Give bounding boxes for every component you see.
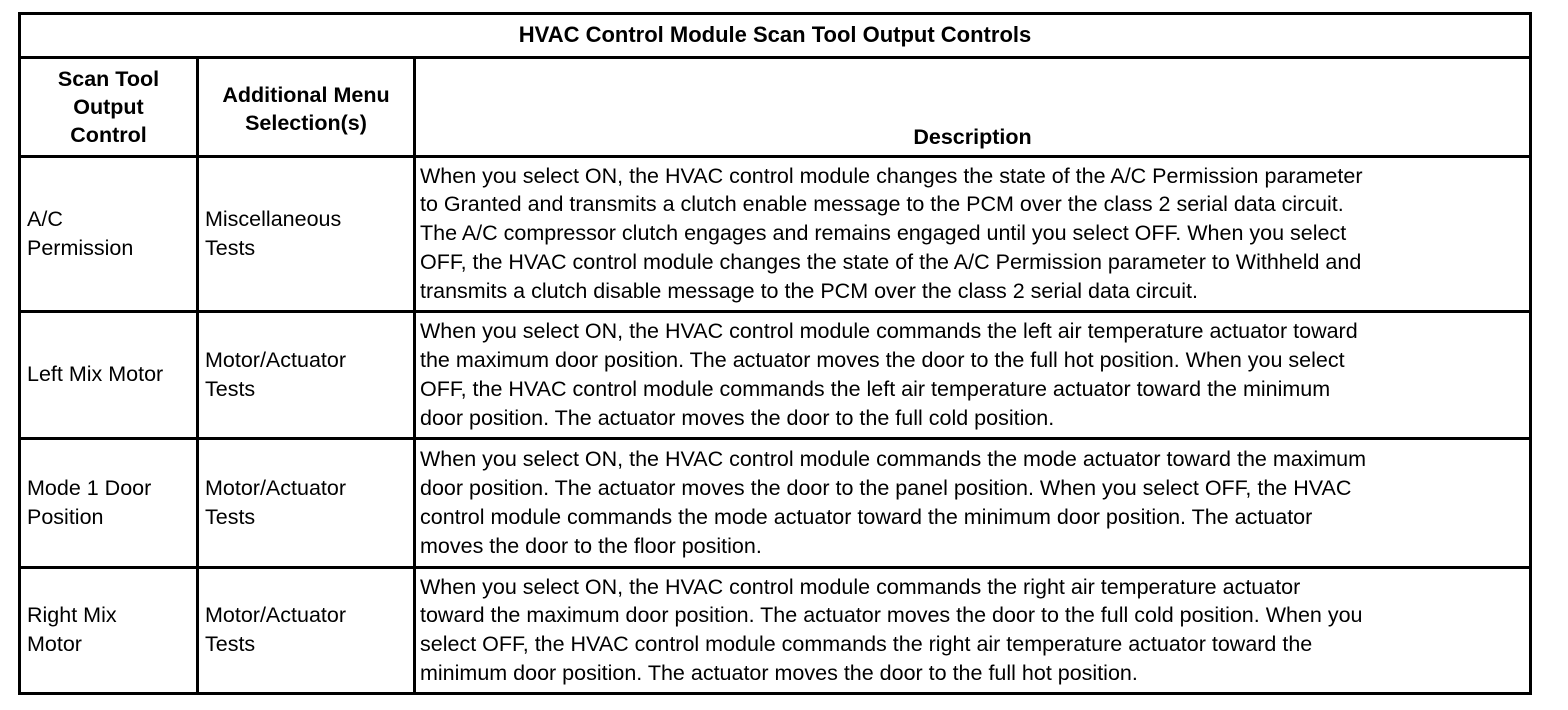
menu-selection-cell [198, 311, 415, 438]
description-cell [415, 439, 1531, 567]
cell-line: When you select ON, the HVAC control module commands the mode actuator toward the maximum [420, 447, 1367, 472]
table-title-row [20, 14, 1531, 58]
cell-line: Motor/Actuator [205, 476, 346, 500]
cell-line: When you select ON, the HVAC control module changes the state of the A/C Permission parameter [420, 163, 1363, 188]
cell-line: Tests [205, 632, 256, 657]
output-controls-table [18, 12, 1532, 695]
cell-line: Tests [205, 376, 256, 401]
menu-selection-cell [198, 439, 415, 567]
cell-line: Permission [27, 235, 134, 260]
output-control-cell [20, 567, 198, 693]
header-text-line: Scan Tool [57, 66, 160, 91]
cell-line: When you select ON, the HVAC control module commands the left air temperature actuator toward [420, 319, 1358, 344]
cell-line: OFF, the HVAC control module changes the state of the A/C Permission parameter to Withheld and [420, 250, 1362, 275]
cell-line: Position [27, 504, 104, 529]
table-row [20, 439, 1531, 567]
cell-line: The A/C compressor clutch engages and remains engaged until you select OFF. When you select [420, 221, 1347, 246]
header-output-control [20, 57, 198, 156]
cell-line: Left Mix Motor [27, 362, 164, 387]
table-header-row [20, 57, 1531, 156]
table-row [20, 567, 1531, 693]
output-control-cell [20, 311, 198, 438]
cell-line: Motor/Actuator [205, 348, 346, 373]
output-control-cell [20, 156, 198, 311]
header-text-line: Additional Menu [222, 82, 390, 107]
description-cell [415, 311, 1531, 438]
cell-line: OFF, the HVAC control module commands the left air temperature actuator toward the minimum [420, 376, 1331, 401]
cell-line: minimum door position. The actuator moves the door to the full hot position. [420, 661, 1138, 686]
cell-line: toward the maximum door position. The actuator moves the door to the full cold position. When you [420, 603, 1363, 628]
cell-line: select OFF, the HVAC control module commands the right air temperature actuator toward the [420, 632, 1313, 657]
header-description: Description [415, 57, 1531, 156]
table-row [20, 311, 1531, 438]
table-title: HVAC Control Module Scan Tool Output Controls [20, 14, 1531, 58]
cell-line: Motor [27, 632, 82, 657]
header-text-line: Output [73, 94, 144, 119]
description-cell [415, 567, 1531, 693]
cell-line: to Granted and transmits a clutch enable message to the PCM over the class 2 serial data circuit. [420, 192, 1344, 217]
output-control-cell [20, 439, 198, 567]
cell-line: Mode 1 Door [27, 476, 152, 500]
menu-selection-cell [198, 156, 415, 311]
cell-line: door position. The actuator moves the door to the panel position. When you select OFF, the HVAC [420, 476, 1352, 500]
description-cell [415, 156, 1531, 311]
cell-line: Motor/Actuator [205, 603, 346, 628]
menu-selection-cell [198, 567, 415, 693]
header-menu-selection [198, 57, 415, 156]
cell-line: When you select ON, the HVAC control module commands the right air temperature actuator [420, 574, 1301, 599]
cell-line: the maximum door position. The actuator moves the door to the full hot position. When you select [420, 348, 1345, 373]
cell-line: Tests [205, 235, 256, 260]
cell-line: control module commands the mode actuator toward the minimum door position. The actuator [420, 504, 1313, 529]
cell-line: transmits a clutch disable message to the PCM over the class 2 serial data circuit. [420, 278, 1198, 303]
header-text-line: Control [70, 122, 147, 147]
table-row [20, 156, 1531, 311]
cell-line: Miscellaneous [205, 206, 342, 231]
cell-line: moves the door to the floor position. [420, 533, 762, 558]
cell-line: door position. The actuator moves the door to the full cold position. [420, 405, 1055, 430]
header-text-line: Selection(s) [245, 110, 367, 135]
cell-line: Tests [205, 504, 256, 529]
cell-line: Right Mix [27, 603, 117, 628]
cell-line: A/C [27, 206, 63, 231]
